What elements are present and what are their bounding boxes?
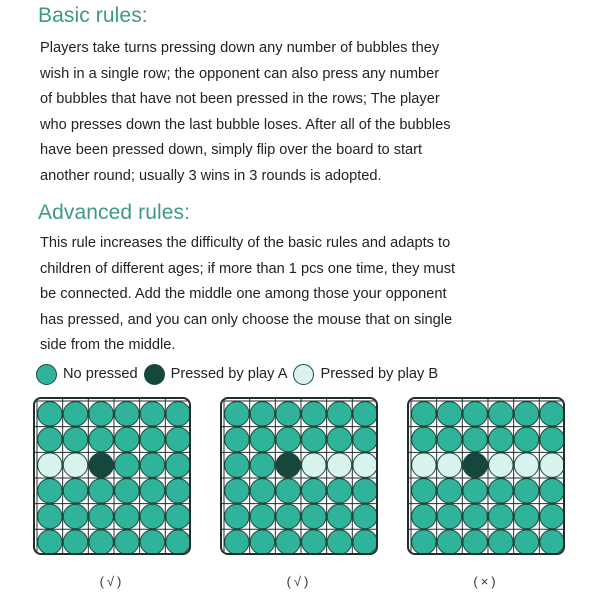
bubble-not-pressed bbox=[353, 479, 376, 503]
bubble-not-pressed bbox=[276, 479, 300, 503]
bubble-not-pressed bbox=[225, 504, 249, 528]
bubble-not-pressed bbox=[140, 530, 164, 553]
bubble-not-pressed bbox=[489, 479, 513, 503]
legend-label: No pressed bbox=[63, 366, 138, 382]
bubble-board-1 bbox=[33, 397, 191, 555]
bubble-not-pressed bbox=[89, 427, 113, 451]
bubble-not-pressed bbox=[463, 530, 487, 553]
bubble-not-pressed bbox=[38, 427, 62, 451]
bubble-pressed-by-a bbox=[89, 453, 113, 477]
basic-line: another round; usually 3 wins in 3 rounds is adopted. bbox=[40, 167, 382, 184]
bubble-not-pressed bbox=[463, 427, 487, 451]
basic-line: wish in a single row; the opponent can also press any number bbox=[40, 65, 440, 82]
bubble-not-pressed bbox=[166, 453, 189, 477]
bubble-not-pressed bbox=[63, 479, 87, 503]
bubble-pressed-by-b bbox=[437, 453, 461, 477]
bubble-not-pressed bbox=[166, 427, 189, 451]
board-verdict: (×) bbox=[473, 574, 499, 589]
bubble-not-pressed bbox=[166, 479, 189, 503]
bubble-not-pressed bbox=[140, 427, 164, 451]
bubble-not-pressed bbox=[327, 402, 351, 426]
advanced-line: This rule increases the difficulty of the basic rules and adapts to bbox=[40, 235, 451, 251]
bubble-not-pressed bbox=[412, 427, 436, 451]
bubble-not-pressed bbox=[115, 479, 139, 503]
bubble-not-pressed bbox=[38, 402, 62, 426]
bubble-pressed-by-b bbox=[514, 453, 538, 477]
bubble-not-pressed bbox=[115, 530, 139, 553]
bubble-not-pressed bbox=[225, 530, 249, 553]
bubble-not-pressed bbox=[353, 402, 376, 426]
bubble-not-pressed bbox=[89, 402, 113, 426]
bubble-pressed-by-b bbox=[38, 453, 62, 477]
bubble-grid bbox=[222, 399, 376, 553]
bubble-not-pressed bbox=[38, 479, 62, 503]
basic-rules-heading: Basic rules: bbox=[38, 4, 148, 27]
advanced-line: has pressed, and you can only choose the mouse that on single bbox=[40, 311, 453, 328]
bubble-not-pressed bbox=[166, 402, 189, 426]
bubble-not-pressed bbox=[89, 530, 113, 553]
bubble-pressed-by-a bbox=[276, 453, 300, 477]
bubble-not-pressed bbox=[327, 479, 351, 503]
bubble-not-pressed bbox=[540, 402, 563, 426]
basic-line: Players take turns pressing down any number of bubbles they bbox=[40, 40, 440, 56]
bubble-not-pressed bbox=[412, 479, 436, 503]
legend-label: Pressed by play A bbox=[170, 366, 288, 382]
legend-swatch-not-pressed bbox=[36, 364, 57, 385]
bubble-not-pressed bbox=[353, 504, 376, 528]
legend-swatch-pressed-by-b bbox=[293, 364, 314, 385]
bubble-not-pressed bbox=[540, 504, 563, 528]
bubble-not-pressed bbox=[489, 504, 513, 528]
bubble-not-pressed bbox=[38, 530, 62, 553]
bubble-not-pressed bbox=[140, 504, 164, 528]
bubble-not-pressed bbox=[302, 479, 326, 503]
bubble-not-pressed bbox=[463, 479, 487, 503]
legend-item-pressed-by-b bbox=[293, 364, 438, 385]
bubble-not-pressed bbox=[437, 427, 461, 451]
bubble-not-pressed bbox=[250, 504, 274, 528]
bubble-not-pressed bbox=[489, 530, 513, 553]
bubble-not-pressed bbox=[115, 504, 139, 528]
bubble-not-pressed bbox=[463, 402, 487, 426]
bubble-pressed-by-b bbox=[353, 453, 376, 477]
bubble-not-pressed bbox=[540, 427, 563, 451]
bubble-not-pressed bbox=[166, 530, 189, 553]
legend-item-not-pressed bbox=[36, 364, 138, 385]
bubble-pressed-by-b bbox=[327, 453, 351, 477]
board-verdict: (√) bbox=[286, 574, 312, 589]
bubble-not-pressed bbox=[437, 530, 461, 553]
bubble-not-pressed bbox=[63, 427, 87, 451]
bubble-not-pressed bbox=[540, 479, 563, 503]
legend-label: Pressed by play B bbox=[320, 366, 439, 382]
board-verdict: (√) bbox=[99, 574, 125, 589]
bubble-not-pressed bbox=[302, 530, 326, 553]
bubble-not-pressed bbox=[514, 479, 538, 503]
bubble-not-pressed bbox=[250, 453, 274, 477]
bubble-not-pressed bbox=[412, 504, 436, 528]
bubble-not-pressed bbox=[276, 427, 300, 451]
bubble-not-pressed bbox=[514, 402, 538, 426]
bubble-not-pressed bbox=[115, 402, 139, 426]
bubble-grid bbox=[35, 399, 189, 553]
bubble-not-pressed bbox=[225, 427, 249, 451]
bubble-not-pressed bbox=[437, 479, 461, 503]
bubble-not-pressed bbox=[250, 530, 274, 553]
bubble-not-pressed bbox=[276, 504, 300, 528]
bubble-pressed-by-a bbox=[463, 453, 487, 477]
bubble-not-pressed bbox=[327, 504, 351, 528]
basic-line: of bubbles that have not been pressed in the rows; The player bbox=[40, 91, 440, 107]
basic-line: have been pressed down, simply flip over the board to start bbox=[40, 142, 423, 158]
basic-line: who presses down the last bubble loses. After all of the bubbles bbox=[40, 116, 451, 133]
bubble-not-pressed bbox=[302, 402, 326, 426]
legend-swatch-pressed-by-a bbox=[144, 364, 165, 385]
bubble-not-pressed bbox=[302, 427, 326, 451]
advanced-line: be connected. Add the middle one among those your opponent bbox=[40, 286, 447, 302]
bubble-not-pressed bbox=[63, 504, 87, 528]
bubble-pressed-by-b bbox=[63, 453, 87, 477]
bubble-not-pressed bbox=[63, 530, 87, 553]
bubble-not-pressed bbox=[89, 479, 113, 503]
bubble-not-pressed bbox=[327, 427, 351, 451]
bubble-not-pressed bbox=[489, 402, 513, 426]
bubble-not-pressed bbox=[140, 402, 164, 426]
bubble-not-pressed bbox=[225, 453, 249, 477]
legend-item-pressed-by-a bbox=[144, 364, 288, 385]
bubble-pressed-by-b bbox=[540, 453, 563, 477]
bubble-not-pressed bbox=[327, 530, 351, 553]
advanced-line: side from the middle. bbox=[40, 337, 176, 353]
bubble-not-pressed bbox=[514, 504, 538, 528]
bubble-not-pressed bbox=[489, 427, 513, 451]
bubble-not-pressed bbox=[514, 530, 538, 553]
bubble-pressed-by-b bbox=[412, 453, 436, 477]
bubble-not-pressed bbox=[276, 402, 300, 426]
bubble-not-pressed bbox=[412, 530, 436, 553]
bubble-not-pressed bbox=[250, 427, 274, 451]
bubble-not-pressed bbox=[437, 402, 461, 426]
bubble-not-pressed bbox=[166, 504, 189, 528]
bubble-legend bbox=[36, 362, 444, 386]
bubble-not-pressed bbox=[463, 504, 487, 528]
bubble-not-pressed bbox=[353, 530, 376, 553]
bubble-not-pressed bbox=[225, 402, 249, 426]
basic-rules-text bbox=[40, 36, 580, 189]
bubble-not-pressed bbox=[353, 427, 376, 451]
bubble-not-pressed bbox=[302, 504, 326, 528]
advanced-rules-heading: Advanced rules: bbox=[38, 201, 191, 224]
bubble-not-pressed bbox=[276, 530, 300, 553]
bubble-not-pressed bbox=[540, 530, 563, 553]
bubble-board-2 bbox=[220, 397, 378, 555]
bubble-not-pressed bbox=[38, 504, 62, 528]
bubble-not-pressed bbox=[250, 402, 274, 426]
bubble-not-pressed bbox=[63, 402, 87, 426]
bubble-not-pressed bbox=[89, 504, 113, 528]
bubble-board-3 bbox=[407, 397, 565, 555]
bubble-not-pressed bbox=[140, 453, 164, 477]
bubble-not-pressed bbox=[412, 402, 436, 426]
bubble-not-pressed bbox=[115, 427, 139, 451]
bubble-not-pressed bbox=[115, 453, 139, 477]
bubble-not-pressed bbox=[140, 479, 164, 503]
bubble-pressed-by-b bbox=[302, 453, 326, 477]
bubble-not-pressed bbox=[225, 479, 249, 503]
advanced-line: children of different ages; if more than 1 pcs one time, they must bbox=[40, 260, 456, 277]
bubble-not-pressed bbox=[514, 427, 538, 451]
bubble-grid bbox=[409, 399, 563, 553]
bubble-not-pressed bbox=[437, 504, 461, 528]
bubble-not-pressed bbox=[250, 479, 274, 503]
advanced-rules-text bbox=[40, 231, 580, 359]
bubble-pressed-by-b bbox=[489, 453, 513, 477]
